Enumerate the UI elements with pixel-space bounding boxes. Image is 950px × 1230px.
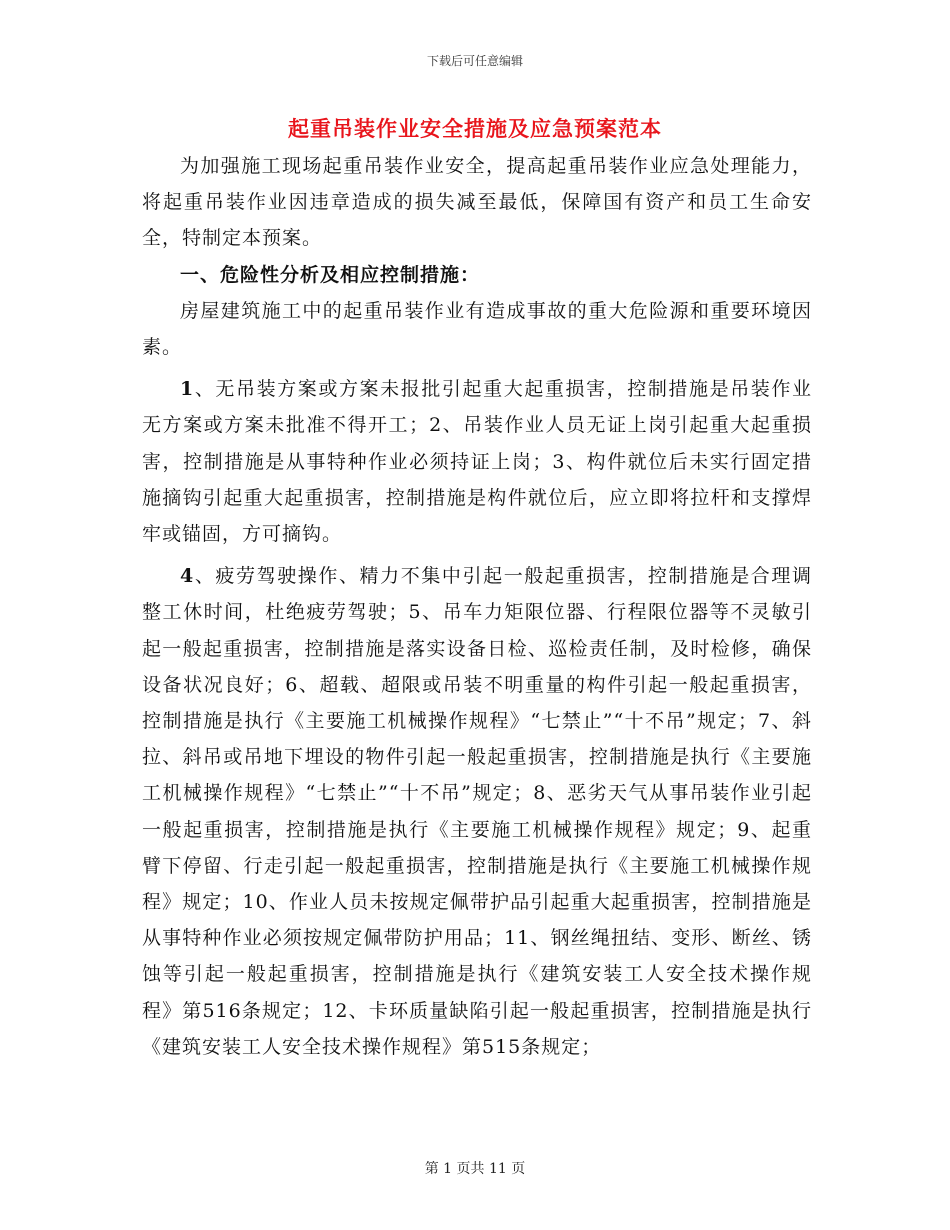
intro-paragraph: 为加强施工现场起重吊装作业安全，提高起重吊装作业应急处理能力，将起重吊装作业因违章造成的损失减至最低，保障国有资产和员工生命安全，特制定本预案。 — [142, 155, 812, 250]
section-heading-hazard-analysis: 一、危险性分析及相应控制措施： — [180, 263, 481, 286]
item-number-4: 4 — [180, 565, 195, 588]
document-title: 起重吊装作业安全措施及应急预案范本 — [288, 116, 662, 141]
hazard-list-text-1: 、无吊装方案或方案未报批引起重大起重损害，控制措施是吊装作业无方案或方案未批准不得开工；2、吊装作业人员无证上岗引起重大起重损害，控制措施是从事特种作业必须持证上岗；3、构件就位后未实行固定措施摘钩引起重大起重损害，控制措施是构件就位后，应立即将拉杆和支撑焊牢或锚固，方可摘钩。 — [142, 378, 812, 546]
hazard-list-text-2: 、疲劳驾驶操作、精力不集中引起一般起重损害，控制措施是合理调整工休时间，杜绝疲劳驾驶；5、吊车力矩限位器、行程限位器等不灵敏引起一般起重损害，控制措施是落实设备日检、巡检责任制，及时检修，确保设备状况良好；6、超载、超限或吊装不明重量的构件引起一般起重损害，控制措施是执行《主要施工机械操作规程》“七禁止”“十不吊”规定；7、斜拉、斜吊或吊地下埋设的物件引起一般起重损害，控制措施是执行《主要施工机械操作规程》“七禁止”“十不吊”规定；8、恶劣天气从事吊装作业引起一般起重损害，控制措施是执行《主要施工机械操作规程》规定；9、起重臂下停留、行走引起一般起重损害，控制措施是执行《主要施工机械操作规程》规定；10、作业人员未按规定佩带护品引起重大起重损害，控制措施是从事特种作业必须按规定佩带防护用品；11、钢丝绳扭结、变形、断丝、锈蚀等引起一般起重损害，控制措施是执行《建筑安装工人安全技术操作规程》第516条规定；12、卡环质量缺陷引起一般起重损害，控制措施是执行《建筑安装工人安全技术操作规程》第515条规定； — [142, 565, 812, 1058]
hazard-list-paragraph-1 — [142, 371, 812, 552]
section-intro-paragraph: 房屋建筑施工中的起重吊装作业有造成事故的重大危险源和重要环境因素。 — [142, 299, 812, 359]
page-header-note: 下载后可任意编辑 — [426, 54, 523, 68]
hazard-list-paragraph-2 — [142, 558, 812, 1065]
document-body — [142, 148, 812, 1065]
item-number-1: 1 — [180, 378, 195, 401]
page-footer-page-info: 第 1 页共 11 页 — [424, 1161, 526, 1177]
